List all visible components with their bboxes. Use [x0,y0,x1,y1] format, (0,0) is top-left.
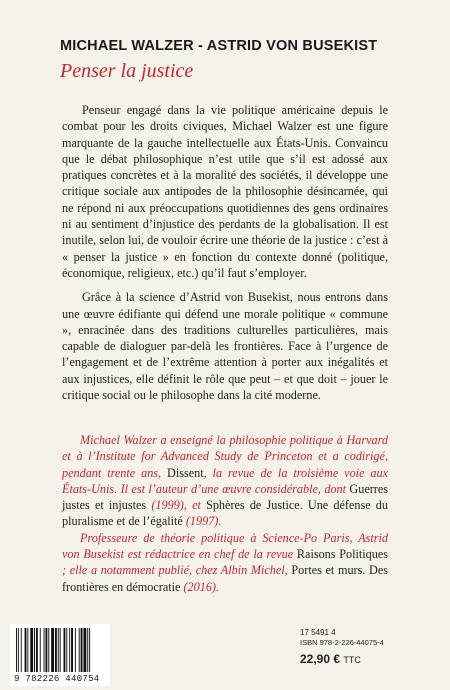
barcode-bar [51,628,54,672]
barcode-bar [83,628,86,672]
authors-heading: MICHAEL WALZER - ASTRID VON BUSEKIST [60,38,378,54]
barcode-bar [48,628,49,672]
barcode-bar [81,628,83,672]
barcode-bar [75,628,76,672]
author-bios [62,432,388,595]
barcode-bar [18,628,19,672]
bio-busekist: Professeure de théorie politique à Science-Po Paris, Astrid von Busekist est rédactrice en chef de la revue Raisons Politiques ; elle a notamment publié, chez Albin Michel, Portes et murs. Des frontières en démocratie (2016). [62,530,389,594]
isbn: ISBN 978-2-226-44075-4 [300,638,384,647]
barcode-bar [79,628,80,672]
barcode-bar [64,628,66,672]
book-title: Penser la justice [60,60,194,82]
description-paragraph-1: Penseur engagé dans la vie politique américaine depuis le combat pour les droits civiques, Michael Walzer est une figure marquante de la gauche intellectuelle aux États-Unis. Convaincu que le débat philosophique n’est utile que s’il est adossé aux pratiques concrètes et à la moralité des sociétés, il développe une critique sociale aux antipodes de la philosophie désincarnée, qui ne répond ni aux préoccupations quotidiennes des gens ordinaires ni au sentiment d’injustice des perdants de la globalisation. Il est inutile, selon lui, de vouloir écrire une théorie de la justice : c’est à « penser la justice » en fonction du contexte donné (politique, économique, religieux, etc.) qu’il faut s’employer. [62,103,388,280]
barcode-bar [89,628,90,672]
price-suffix: TTC [343,655,361,665]
barcode-bar [87,628,88,672]
barcode-bar [36,628,38,672]
barcode [10,624,110,686]
barcode-bar [71,628,73,672]
barcode-bar [66,628,67,672]
price-value: 22,90 € [300,652,341,666]
barcode-bar [60,628,61,672]
description [62,102,388,411]
barcode-bar [25,628,27,672]
description-paragraph-2: Grâce à la science d’Astrid von Busekist, nous entrons dans une œuvre édifiante qui défend une morale politique « commune », enracinée dans des traditions culturelles particulières, mais capable de dialoguer par-delà les frontières. Face à l’urgence de l’engagement et de l’extrême attention à porter aux inégalités et aux injustices, elle définit le rôle que peut – et que doit – jouer le critique social ou le philosophe dans la cité moderne. [62,290,388,403]
barcode-bar [16,628,17,672]
barcode-bars [16,628,104,674]
barcode-digits: 9 782226 440754 [14,674,100,684]
barcode-bar [27,628,28,672]
barcode-bar [69,628,70,672]
product-code: 17 5491 4 [300,628,336,637]
barcode-bar [34,628,35,672]
barcode-bar [30,628,33,672]
barcode-bar [55,628,57,672]
barcode-bar [21,628,22,672]
barcode-bar [44,628,45,672]
price [300,652,420,666]
isbn-block [300,628,420,666]
barcode-bar [45,628,47,672]
barcode-bar [40,628,41,672]
barcode-bar [58,628,59,672]
bio-walzer: Michael Walzer a enseigné la philosophie politique à Harvard et à l’Institute for Advanced Study de Princeton et a codirigé, pendant trente ans, Dissent, la revue de la troisième voie aux États-Unis. Il est l’auteur d’une œuvre considérable, dont Guerres justes et injustes (1999), et Sphères de Justice. Une défense du pluralisme et de l’égalité (1997). [62,433,388,529]
